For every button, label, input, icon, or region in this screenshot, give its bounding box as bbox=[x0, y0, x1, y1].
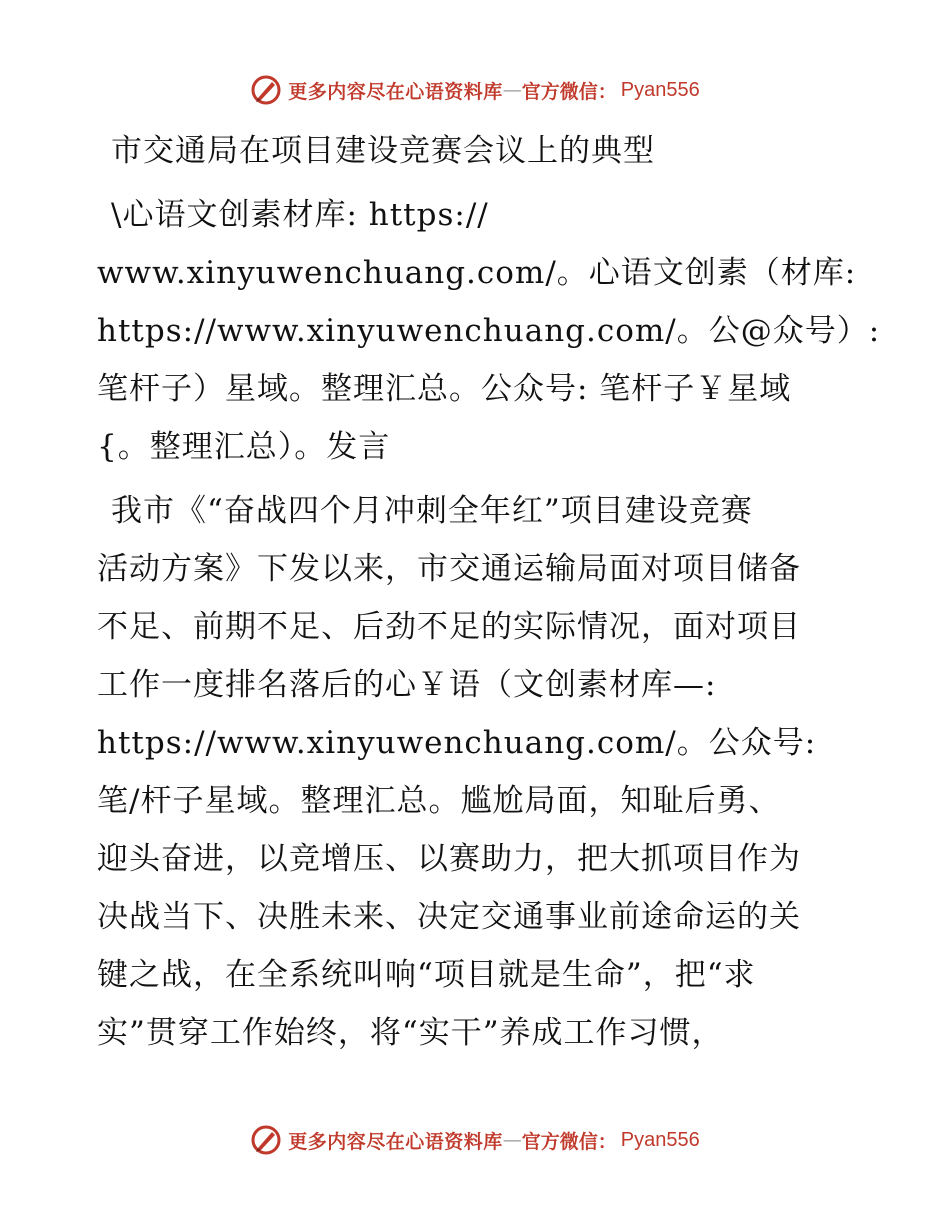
paragraph-line: \心语文创素材库: https:// bbox=[111, 197, 489, 233]
header-banner bbox=[0, 70, 950, 110]
banner-wechat-id: Pyan556 bbox=[620, 78, 700, 101]
pen-logo-icon bbox=[250, 74, 282, 106]
paragraph-line: 活动方案》下发以来，市交通运输局面对项目储备 bbox=[97, 551, 801, 587]
paragraph-line: 实”贯穿工作始终，将“实干”养成工作习惯， bbox=[97, 1015, 724, 1051]
banner-slogan: 更多内容尽在心语资料库 bbox=[288, 1130, 503, 1153]
banner-wechat-id: Pyan556 bbox=[620, 1128, 700, 1151]
banner-wechat-label: 官方微信： bbox=[521, 1130, 617, 1153]
banner-slogan: 更多内容尽在心语资料库 bbox=[288, 80, 503, 103]
banner-wechat-label: 官方微信： bbox=[521, 80, 617, 103]
paragraph-line: 不足、前期不足、后劲不足的实际情况，面对项目 bbox=[97, 609, 801, 645]
footer-banner bbox=[0, 1120, 950, 1160]
paragraph-line: 键之战，在全系统叫响“项目就是生命”，把“求 bbox=[97, 957, 756, 993]
paragraph-line: 工作一度排名落后的心￥语（文创素材库—: bbox=[97, 667, 717, 703]
paragraph-line: https://www.xinyuwenchuang.com/。公@众号）: bbox=[97, 313, 881, 349]
pen-logo-icon bbox=[250, 1124, 282, 1156]
paragraph-line: www.xinyuwenchuang.com/。心语文创素（材库: bbox=[97, 255, 857, 291]
paragraph-line: 迎头奋进，以竞增压、以赛助力，把大抓项目作为 bbox=[97, 841, 801, 877]
paragraph-line: {。整理汇总）。发言 bbox=[97, 429, 391, 465]
paragraph-2 bbox=[97, 482, 857, 1062]
paragraph-line: 笔/杆子星域。整理汇总。尴尬局面，知耻后勇、 bbox=[97, 783, 781, 819]
paragraph-line: 决战当下、决胜未来、决定交通事业前途命运的关 bbox=[97, 899, 801, 935]
document-body bbox=[97, 122, 881, 1068]
paragraph-line: 笔杆子）星域。整理汇总。公众号: 笔杆子￥星域 bbox=[97, 371, 792, 407]
document-title: 市交通局在项目建设竞赛会议上的典型 bbox=[111, 133, 655, 169]
paragraph-line: https://www.xinyuwenchuang.com/。公众号: bbox=[97, 725, 817, 761]
banner-dash: — bbox=[502, 1129, 522, 1151]
banner-dash: — bbox=[502, 79, 522, 101]
paragraph-1 bbox=[97, 186, 881, 476]
paragraph-line: 我市《“奋战四个月冲刺全年红”项目建设竞赛 bbox=[111, 493, 753, 529]
